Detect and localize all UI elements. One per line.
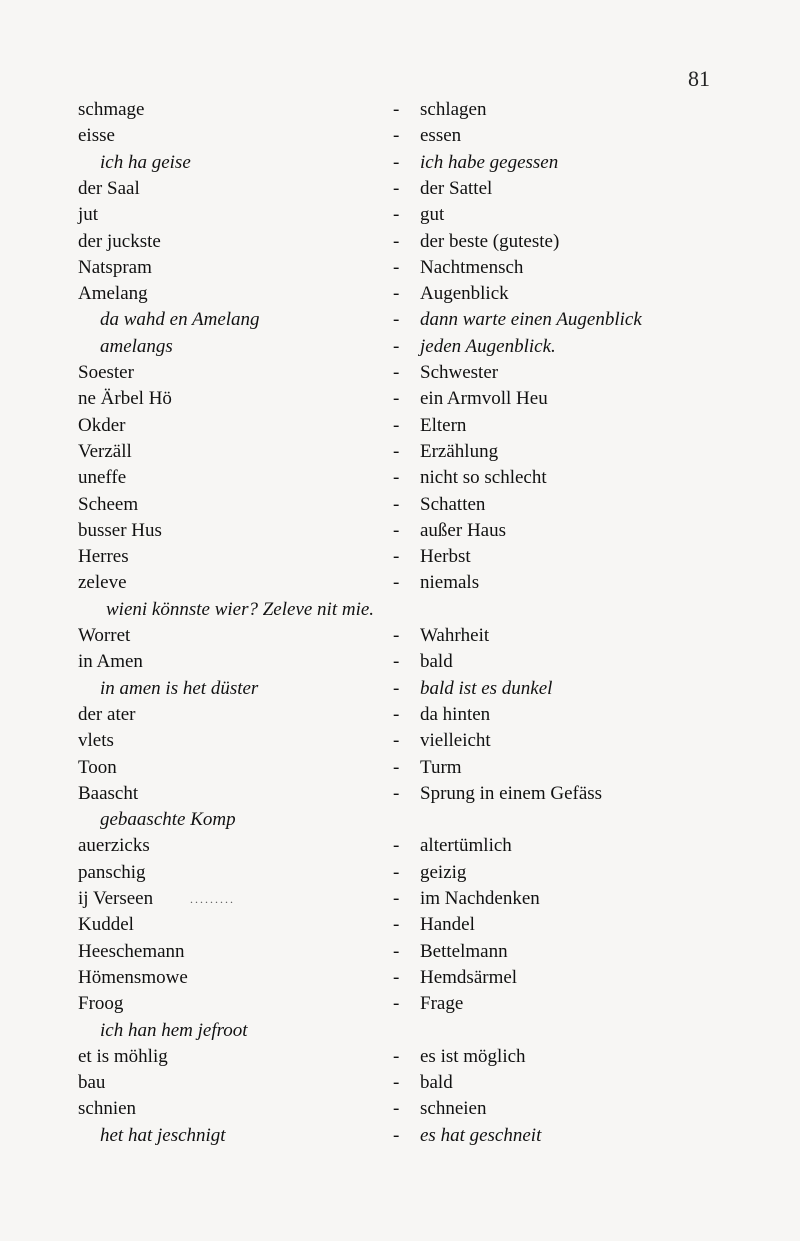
german-translation: niemals [420,572,480,594]
dialect-term: zeleve [78,572,127,594]
dialect-term: der ater [78,703,136,725]
glossary-entry [0,439,800,465]
dialect-term: vlets [78,730,114,752]
german-translation: Herbst [420,546,471,568]
dialect-term: amelangs [100,335,173,357]
separator-dash: - [393,362,400,383]
german-translation: jeden Augenblick. [420,335,556,357]
glossary-entry [0,544,800,570]
glossary-entry [0,965,800,991]
separator-dash: - [393,888,400,909]
german-translation: bald [420,1072,453,1094]
glossary-entry [0,860,800,886]
german-translation: Schatten [420,493,486,515]
dialect-term: Amelang [78,283,148,305]
glossary-entry [0,386,800,412]
separator-dash: - [393,1124,400,1146]
dialect-term: busser Hus [78,519,162,541]
dialect-term: het hat jeschnigt [100,1124,226,1146]
glossary-entry [0,255,800,281]
separator-dash: - [393,99,400,120]
dialect-term: in amen is het düster [100,677,259,699]
german-translation: dann warte einen Augenblick [420,309,642,331]
glossary-entry [0,176,800,202]
dialect-term: Verzäll [78,440,132,462]
dialect-term: bau [78,1072,106,1094]
separator-dash: - [393,1072,400,1094]
german-translation: bald ist es dunkel [420,677,553,699]
german-translation: bald [420,651,453,673]
dialect-term: Heeschemann [78,940,185,962]
dialect-term: gebaaschte Komp [100,809,236,831]
dialect-term: schmage [78,99,145,120]
german-translation: Schwester [420,362,499,383]
dialect-term: Soester [78,362,134,383]
dialect-term: panschig [78,861,146,883]
german-translation: Turm [420,756,462,778]
german-translation: Bettelmann [420,940,508,962]
separator-dash: - [393,177,400,199]
dialect-term: Froog [78,993,124,1015]
german-translation: Erzählung [420,440,499,462]
dialect-term: Kuddel [78,914,134,936]
glossary-entry [0,886,800,912]
separator-dash: - [393,677,400,699]
dialect-term: Hömensmowe [78,966,188,988]
glossary-entry [0,597,800,623]
separator-dash: - [393,1045,400,1067]
separator-dash: - [393,1098,400,1120]
separator-dash: - [393,940,400,962]
glossary-entry [0,413,800,439]
german-translation: außer Haus [420,519,506,541]
dialect-term: ich han hem jefroot [100,1019,248,1041]
glossary-entry [0,150,800,176]
dialect-term: Worret [78,625,131,646]
separator-dash: - [393,335,400,357]
german-translation: der beste (guteste) [420,230,560,252]
separator-dash: - [393,125,400,147]
glossary-entry [0,97,800,123]
dialect-term: da wahd en Amelang [100,309,260,331]
dialect-term: Scheem [78,493,139,515]
glossary-entry [0,755,800,781]
separator-dash: - [393,493,400,515]
glossary-entry [0,281,800,307]
glossary-entry [0,939,800,965]
glossary-entry [0,833,800,859]
german-translation: Sprung in einem Gefäss [420,782,603,804]
separator-dash: - [393,703,400,725]
dialect-term: uneffe [78,467,127,489]
german-translation: Frage [420,993,464,1015]
glossary-entry [0,781,800,807]
german-translation: nicht so schlecht [420,467,547,489]
separator-dash: - [393,546,400,568]
pencil-mark: ......... [190,892,235,906]
dialect-term: Okder [78,414,126,436]
glossary-entry [0,465,800,491]
separator-dash: - [393,151,400,173]
separator-dash: - [393,651,400,673]
separator-dash: - [393,519,400,541]
dialect-term: Toon [78,756,117,778]
dialect-term: in Amen [78,651,143,673]
dialect-term: der juckste [78,230,161,252]
page-number: 81 [688,66,710,91]
german-translation: der Sattel [420,177,493,199]
separator-dash: - [393,440,400,462]
german-translation: Hemdsärmel [420,966,518,988]
glossary-entry [0,570,800,596]
glossary-entry [0,360,800,386]
dialect-term: Baascht [78,782,139,804]
german-translation: ein Armvoll Heu [420,388,548,410]
dialect-term: Herres [78,546,129,568]
glossary-entry [0,492,800,518]
glossary-entry [0,1044,800,1070]
glossary-entry [0,229,800,255]
dialect-term: ij Verseen [78,888,154,909]
glossary-entry [0,649,800,675]
german-translation: es ist möglich [420,1045,526,1067]
separator-dash: - [393,625,400,646]
separator-dash: - [393,256,400,278]
glossary-entry [0,623,800,649]
dialect-term: ich ha geise [100,151,191,173]
dialect-term: auerzicks [78,835,150,857]
separator-dash: - [393,861,400,883]
glossary-entry [0,1018,800,1044]
dialect-term: jut [78,204,99,226]
glossary-entry [0,518,800,544]
german-translation: altertümlich [420,835,512,857]
example-sentence: wieni könnste wier? Zeleve nit mie. [106,598,375,620]
german-translation: Augenblick [420,283,509,305]
german-translation: Nachtmensch [420,256,524,278]
separator-dash: - [393,966,400,988]
separator-dash: - [393,914,400,936]
glossary-entry [0,334,800,360]
german-translation: Eltern [420,414,467,436]
glossary-entry [0,912,800,938]
separator-dash: - [393,283,400,305]
german-translation: Handel [420,914,475,936]
german-translation: Wahrheit [420,625,490,646]
german-translation: vielleicht [420,730,491,752]
glossary-entry [0,807,800,833]
separator-dash: - [393,835,400,857]
german-translation: schlagen [420,99,487,120]
separator-dash: - [393,204,400,226]
dialect-term: ne Ärbel Hö [78,388,172,410]
glossary-entry [0,728,800,754]
dialect-term: eisse [78,125,115,147]
german-translation: es hat geschneit [420,1124,542,1146]
separator-dash: - [393,230,400,252]
glossary-entry [0,1096,800,1122]
glossary-entry [0,202,800,228]
separator-dash: - [393,993,400,1015]
separator-dash: - [393,782,400,804]
glossary-entry [0,1123,800,1149]
separator-dash: - [393,414,400,436]
german-translation: ich habe gegessen [420,151,559,173]
glossary-entry [0,1070,800,1096]
glossary-entry [0,123,800,149]
separator-dash: - [393,388,400,410]
dialect-term: schnien [78,1098,137,1120]
german-translation: essen [420,125,462,147]
german-translation: gut [420,204,445,226]
glossary-entry [0,676,800,702]
dialect-term: et is möhlig [78,1045,168,1067]
glossary-entry [0,991,800,1017]
dialect-term: der Saal [78,177,140,199]
separator-dash: - [393,730,400,752]
german-translation: im Nachdenken [420,888,540,909]
german-translation: da hinten [420,703,491,725]
separator-dash: - [393,309,400,331]
dialect-term: Natspram [78,256,152,278]
glossary-entry [0,307,800,333]
glossary-entry [0,702,800,728]
separator-dash: - [393,572,400,594]
separator-dash: - [393,467,400,489]
german-translation: geizig [420,861,467,883]
separator-dash: - [393,756,400,778]
german-translation: schneien [420,1098,487,1120]
